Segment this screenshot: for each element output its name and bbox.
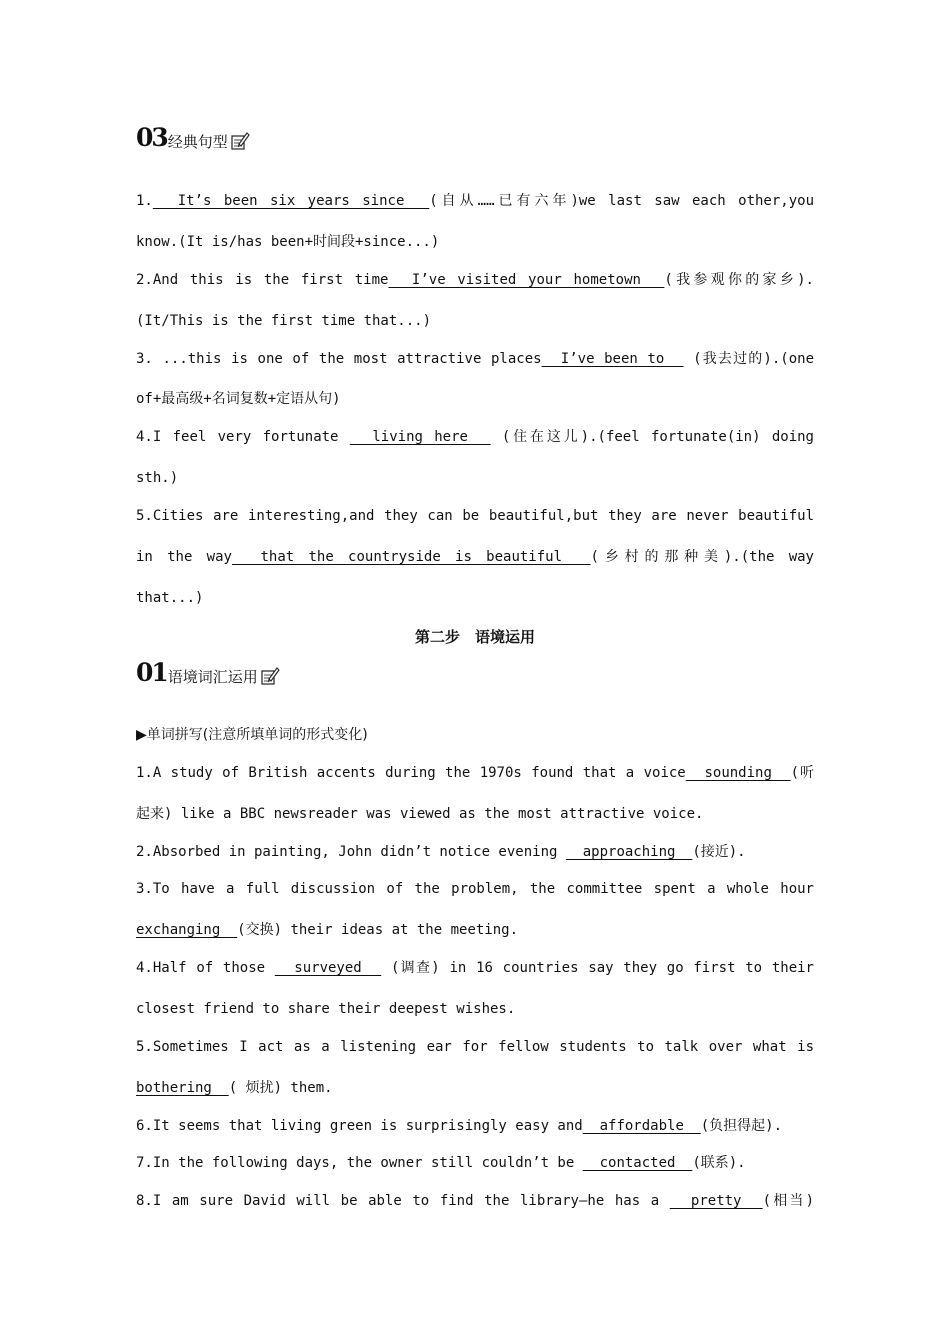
section-heading-classic-sentences	[136, 124, 250, 152]
answer-blank: affordable	[582, 1118, 701, 1134]
question-1-line-2: 起来) like a BBC newsreader was viewed as the most attractive voice.	[136, 806, 704, 822]
section-number: 01	[136, 658, 167, 687]
section-heading-vocabulary	[136, 659, 280, 687]
answer-blank: I’ve visited your hometown	[388, 272, 665, 288]
question-6-line-1: 6.It seems that living green is surprisingly easy and affordable (负担得起).	[136, 1118, 783, 1134]
answer-blank: living here	[349, 429, 491, 445]
sentence-5-line-2: in the way that the countryside is beautiful (乡村的那种美).(the way	[136, 549, 814, 565]
sentence-3-line-1: 3. ...this is one of the most attractive places I’ve been to (我去过的).(one	[136, 351, 815, 367]
answer-blank: I’ve been to	[541, 351, 684, 367]
answer-blank: approaching	[565, 844, 693, 860]
answer-blank: It’s been six years since	[152, 193, 430, 209]
question-8-line-1: 8.I am sure David will be able to find the library—he has a pretty (相当)	[136, 1193, 814, 1209]
sentence-3-line-2: of+最高级+名词复数+定语从句)	[136, 391, 341, 407]
answer-blank: exchanging	[136, 922, 238, 938]
sentence-4-line-2: sth.)	[136, 470, 179, 486]
answer-blank: pretty	[669, 1193, 763, 1209]
notebook-pencil-icon	[230, 130, 250, 152]
question-4-line-2: closest friend to share their deepest wishes.	[136, 1001, 516, 1017]
sentence-1-line-2: know.(It is/has been+时间段+since...)	[136, 234, 440, 250]
answer-blank: bothering	[136, 1080, 229, 1096]
question-1-line-1: 1.A study of British accents during the 1970s found that a voice sounding (听	[136, 765, 814, 781]
answer-blank: contacted	[582, 1155, 693, 1171]
question-7-line-1: 7.In the following days, the owner still couldn’t be contacted (联系).	[136, 1155, 746, 1171]
answer-blank: sounding	[685, 765, 791, 781]
sentence-5-line-3: that...)	[136, 590, 204, 606]
sentence-4-line-1: 4.I feel very fortunate living here (住在这儿).(feel fortunate(in) doing	[136, 429, 814, 445]
question-5-line-2: bothering ( 烦扰) them.	[136, 1080, 333, 1096]
question-2-line-1: 2.Absorbed in painting, John didn’t notice evening approaching (接近).	[136, 844, 746, 860]
answer-blank: surveyed	[274, 960, 382, 976]
question-4-line-1: 4.Half of those surveyed (调查) in 16 countries say they go first to their	[136, 960, 814, 976]
step-two-title: 第二步 语境运用	[414, 628, 535, 646]
sentence-5-line-1: 5.Cities are interesting,and they can be beautiful,but they are never beautiful	[136, 508, 814, 524]
question-3-line-2: exchanging (交换) their ideas at the meeting.	[136, 922, 519, 938]
question-3-line-1: 3.To have a full discussion of the problem, the committee spent a whole hour	[136, 881, 814, 897]
instruction-text: ▶单词拼写(注意所填单词的形式变化)	[136, 727, 368, 743]
answer-blank: that the countryside is beautiful	[231, 549, 591, 565]
section-title: 语境词汇运用	[167, 668, 258, 686]
section-title: 经典句型	[167, 133, 228, 151]
sentence-1-line-1: 1. It’s been six years since (自从……已有六年)we last saw each other,you	[136, 193, 814, 209]
notebook-pencil-icon	[260, 665, 280, 687]
question-5-line-1: 5.Sometimes I act as a listening ear for fellow students to talk over what is	[136, 1039, 814, 1055]
sentence-2-line-2: (It/This is the first time that...)	[136, 313, 432, 329]
section-number: 03	[136, 123, 167, 152]
sentence-2-line-1: 2.And this is the first time I’ve visited your hometown (我参观你的家乡).	[136, 272, 814, 288]
